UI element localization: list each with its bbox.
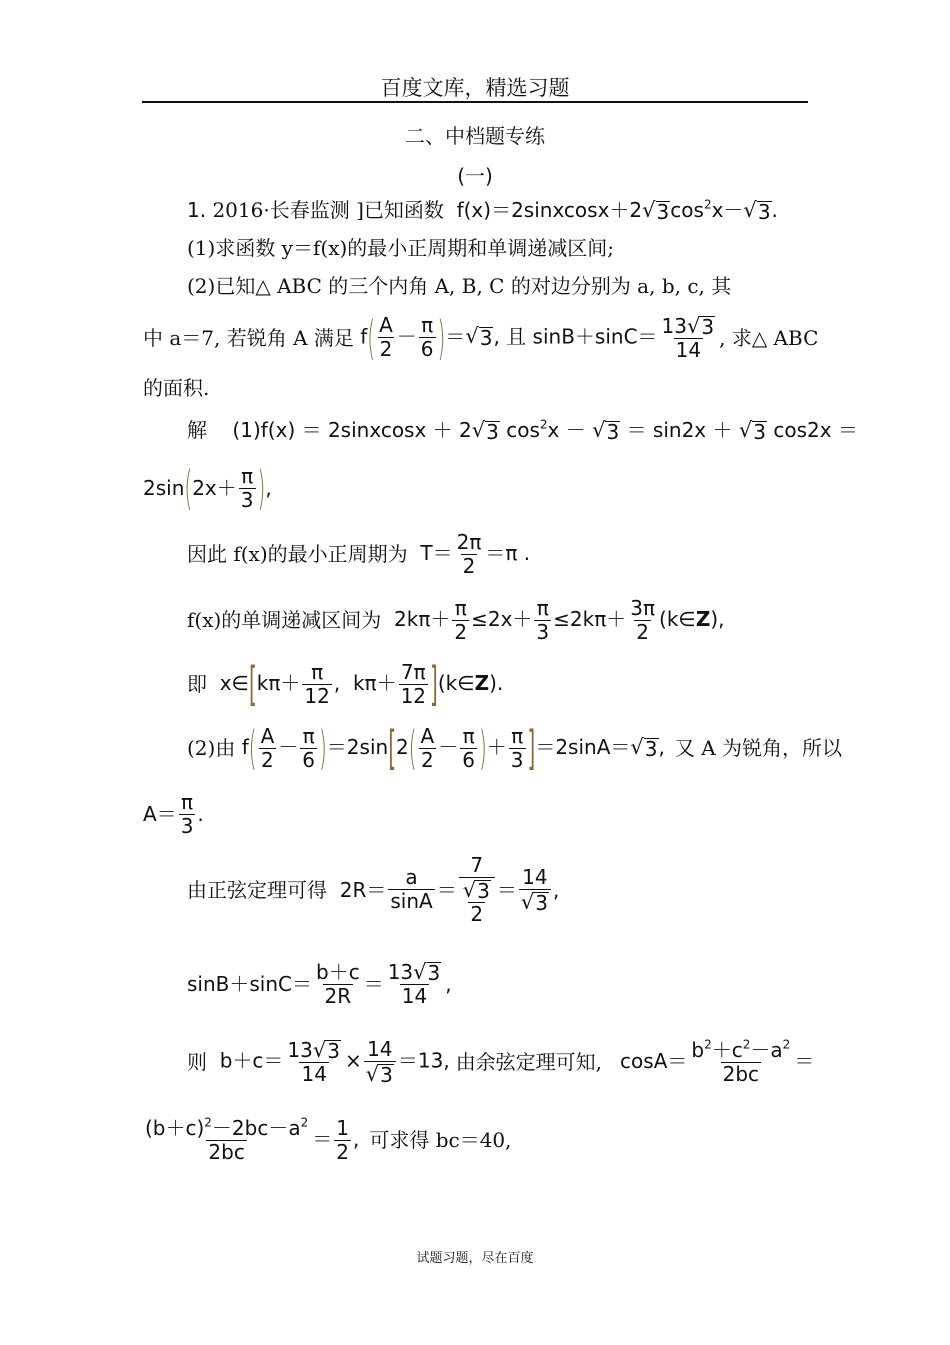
part2-suffix: , 求△ ABC (719, 326, 819, 350)
solution-step-5 (187, 658, 503, 710)
page-footer: 试题习题，尽在百度 (416, 1251, 534, 1266)
part2-solution-prefix: (2)由 (187, 736, 236, 760)
solution-step-1: (1)f(x) ＝ 2sinxcosx ＋ 2 √ 3 $\cos^2x$ － √ 3 ＝ sin2x ＋ √ 3 cos2x ＝ (213, 417, 858, 444)
sum-text: 则 (187, 1050, 207, 1074)
solution-step-7: A＝ $\frac{\pi}{3}$ . (143, 789, 204, 838)
problem-part2-line2 (143, 312, 818, 364)
problem-part2-line3: 的面积. (143, 376, 210, 400)
solution-step-3 (187, 528, 530, 580)
solution-step-11 (143, 1112, 512, 1168)
solution-step-4 (187, 594, 725, 646)
decreasing-text: f(x)的单调递减区间为 (187, 608, 382, 632)
bc-formula: $\frac{(b+c)^2-2bc-a^2}{2bc}$ ＝ $\frac{1}{2}$ , (145, 1115, 360, 1164)
problem-line-1 (187, 198, 778, 222)
problem-source: 2016·长春监测 ]已知函数 (212, 198, 444, 222)
part2-solution-formula: f( $\frac{A}{2}$ － $\frac{\pi}{6}$ )＝2sin[2( $\frac{A}{2}$ － $\frac{\pi}{6}$ )＋ $\frac{\pi}{3}$ ]＝2sinA＝ √ 3 , (235, 720, 665, 776)
solution-label: 解 (187, 418, 207, 442)
problem-part2-line1: (2)已知△ ABC 的三个内角 A, B, C 的对边分别为 a, b, c, 其 (187, 274, 732, 298)
sum-formula: b＋c＝ 13 √ 3 14 × 14 √ 3 ＝13, (207, 1036, 450, 1088)
cosine-law-text: 由余弦定理可知, (455, 1050, 603, 1074)
interval-text: 即 (187, 672, 207, 696)
problem-part1: (1)求函数 y＝f(x)的最小正周期和单调递减区间; (187, 236, 615, 260)
bc-result: 可求得 bc＝40, (369, 1128, 512, 1152)
part2-solution-tail: 又 A 为锐角，所以 (674, 736, 843, 760)
solution-step-9: sinB＋sinC＝ $\frac{b+c}{2R}$ ＝ 13 √ 3 14 , (187, 959, 452, 1009)
solution-step-2: 2sin ( 2x＋ $\frac{\pi}{3}$ ) , (143, 460, 272, 516)
sine-law-formula: 2R＝ $\frac{a}{\sin A}$ ＝ 7 √ 3 2 ＝ 14 √ 3 , (327, 852, 560, 927)
period-formula: T＝ $\frac{2\pi}{2}$ ＝π . (407, 529, 531, 578)
part2-prefix: 中 a＝7, 若锐角 A 满足 (143, 326, 354, 350)
solution-line-1 (187, 418, 858, 442)
solution-step-10 (187, 1034, 814, 1090)
cosine-formula: cosA＝ $\frac{b^2+c^2-a^2}{2bc}$ ＝ (620, 1037, 815, 1086)
section-title: 二、中档题专练 (405, 124, 545, 148)
problem-function: f(x)＝2sinxcosx＋2 √ 3 $\cos^2x-$ √ 3 . (450, 197, 778, 224)
part2-condition: f( $\frac{A}{2}$ － $\frac{\pi}{6}$ )＝ √ 3 , 且 sinB＋sinC＝ 13 √ 3 14 (353, 310, 715, 366)
decreasing-formula: 2kπ＋ $\frac{\pi}{2}$ ≤2x＋ $\frac{\pi}{3}$ ≤2kπ＋ $\frac{3\pi}{2}$ (k∈Z), (381, 595, 725, 644)
period-text: 因此 f(x)的最小正周期为 (187, 542, 408, 566)
problem-number: 1. (187, 198, 207, 222)
page-header-title: 百度文库，精选习题 (380, 76, 570, 100)
interval-formula: x∈[kπ＋ $\frac{\pi}{12}$ , kπ＋ $\frac{7\pi}{12}$ ](k∈Z). (207, 656, 504, 712)
header-rule (142, 101, 808, 103)
sine-law-text: 由正弦定理可得 (187, 878, 327, 902)
solution-step-8 (187, 852, 559, 928)
solution-step-6 (187, 722, 842, 774)
section-subtitle: (一) (457, 164, 493, 188)
